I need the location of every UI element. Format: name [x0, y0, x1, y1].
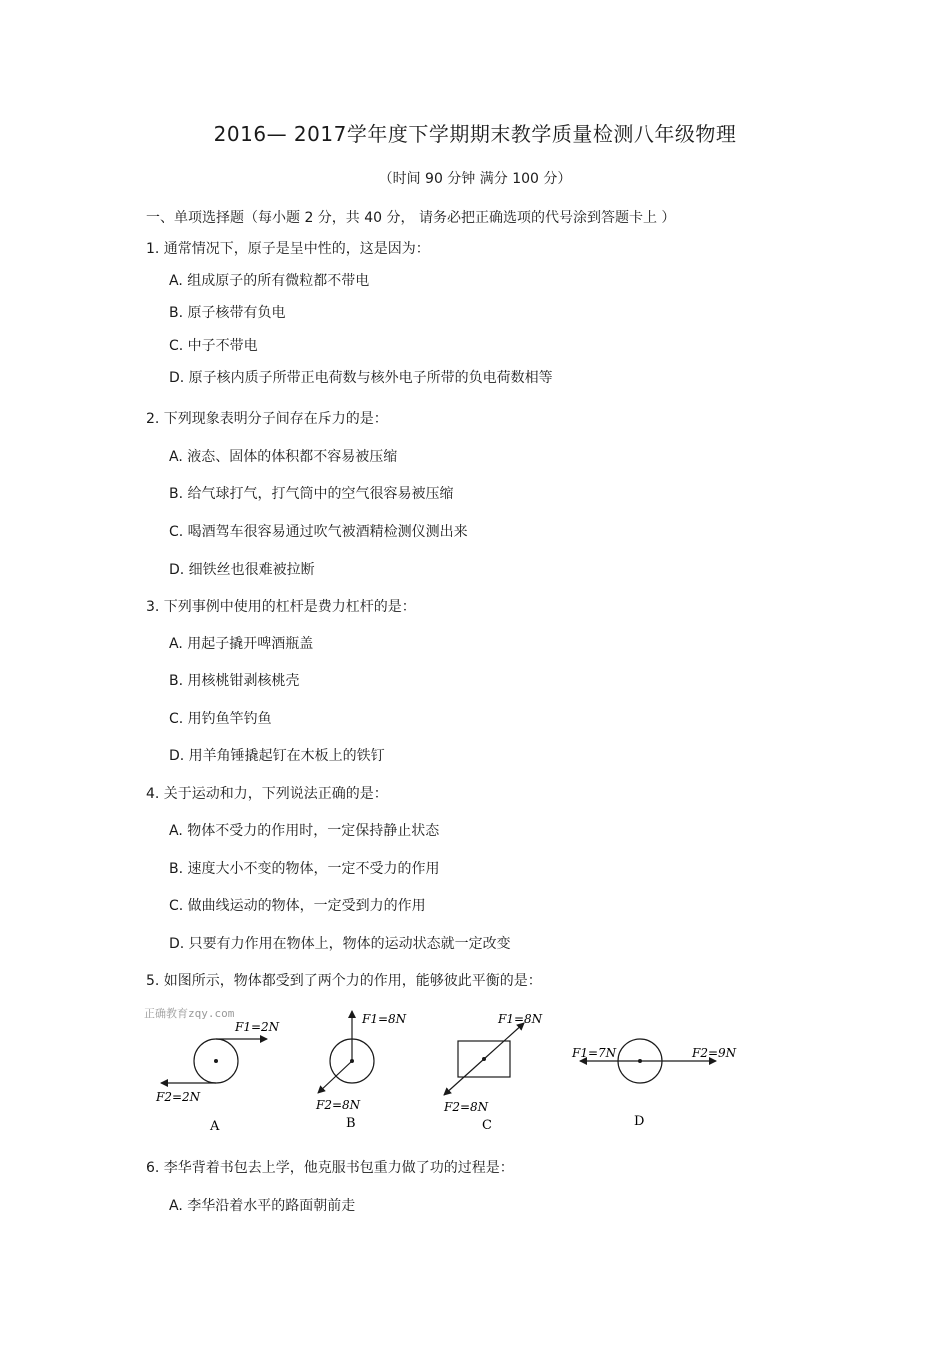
question-1-option-d: D. 原子核内质子所带正电荷数与核外电子所带的负电荷数相等 — [169, 370, 553, 386]
panel-d-f1-label: F1=7N — [572, 1046, 617, 1060]
question-6-stem: 6. 李华背着书包去上学，他克服书包重力做了功的过程是： — [146, 1160, 514, 1176]
force-diagram-figure — [140, 1003, 750, 1133]
question-4-stem: 4. 关于运动和力，下列说法正确的是： — [146, 786, 388, 802]
question-3-option-d: D. 用羊角锤撬起钉在木板上的铁钉 — [169, 748, 385, 764]
question-6-option-a: A. 李华沿着水平的路面朝前走 — [169, 1198, 356, 1214]
watermark: 正确教育zqy.com — [144, 1007, 235, 1020]
panel-b-f2-label: F2=8N — [316, 1098, 361, 1112]
question-3-option-c: C. 用钓鱼竿钓鱼 — [169, 711, 272, 727]
question-4-option-c: C. 做曲线运动的物体，一定受到力的作用 — [169, 898, 426, 914]
question-2-option-d: D. 细铁丝也很难被拉断 — [169, 562, 315, 578]
panel-d-f2-label: F2=9N — [692, 1046, 737, 1060]
panel-d-label: D — [634, 1114, 645, 1129]
question-2-option-b: B. 给气球打气，打气筒中的空气很容易被压缩 — [169, 486, 454, 502]
question-1-stem: 1. 通常情况下，原子是呈中性的，这是因为： — [146, 241, 430, 257]
question-4-option-b: B. 速度大小不变的物体，一定不受力的作用 — [169, 861, 440, 877]
panel-b-f2-arrow — [318, 1061, 352, 1093]
question-2-option-c: C. 喝酒驾车很容易通过吹气被酒精检测仪测出来 — [169, 524, 468, 540]
exam-subtitle: （时间 90 分钟 满分 100 分） — [378, 171, 572, 187]
panel-a — [155, 1020, 280, 1133]
panel-b-f1-label: F1=8N — [362, 1012, 407, 1026]
panel-a-center-dot — [214, 1059, 218, 1063]
panel-d — [571, 1039, 737, 1129]
question-3-option-a: A. 用起子撬开啤酒瓶盖 — [169, 636, 314, 652]
question-3-stem: 3. 下列事例中使用的杠杆是费力杠杆的是： — [146, 599, 416, 615]
question-2-option-a: A. 液态、固体的体积都不容易被压缩 — [169, 449, 398, 465]
question-5-stem: 5. 如图所示，物体都受到了两个力的作用，能够彼此平衡的是： — [146, 973, 542, 989]
question-4-option-a: A. 物体不受力的作用时，一定保持静止状态 — [169, 823, 440, 839]
panel-a-f2-label: F2=2N — [156, 1090, 201, 1104]
panel-b-label: B — [346, 1116, 356, 1131]
panel-a-label: A — [210, 1119, 220, 1133]
panel-c-f1-label: F1=8N — [498, 1012, 543, 1026]
panel-c-label: C — [482, 1118, 492, 1133]
question-2-stem: 2. 下列现象表明分子间存在斥力的是： — [146, 411, 388, 427]
question-3-option-b: B. 用核桃钳剥核桃壳 — [169, 673, 300, 689]
question-1-option-c: C. 中子不带电 — [169, 338, 258, 354]
question-4-option-d: D. 只要有力作用在物体上，物体的运动状态就一定改变 — [169, 936, 511, 952]
panel-a-f1-label: F1=2N — [235, 1020, 280, 1034]
exam-title: 2016— 2017学年度下学期期末教学质量检测八年级物理 — [213, 122, 737, 146]
panel-b — [315, 1011, 407, 1131]
section-heading: 一、单项选择题（每小题 2 分，共 40 分， 请务必把正确选项的代号涂到答题卡上 ） — [146, 210, 676, 226]
question-1-option-a: A. 组成原子的所有微粒都不带电 — [169, 273, 370, 289]
question-1-option-b: B. 原子核带有负电 — [169, 305, 286, 321]
panel-c — [443, 1012, 543, 1133]
panel-c-f2-label: F2=8N — [444, 1100, 489, 1114]
